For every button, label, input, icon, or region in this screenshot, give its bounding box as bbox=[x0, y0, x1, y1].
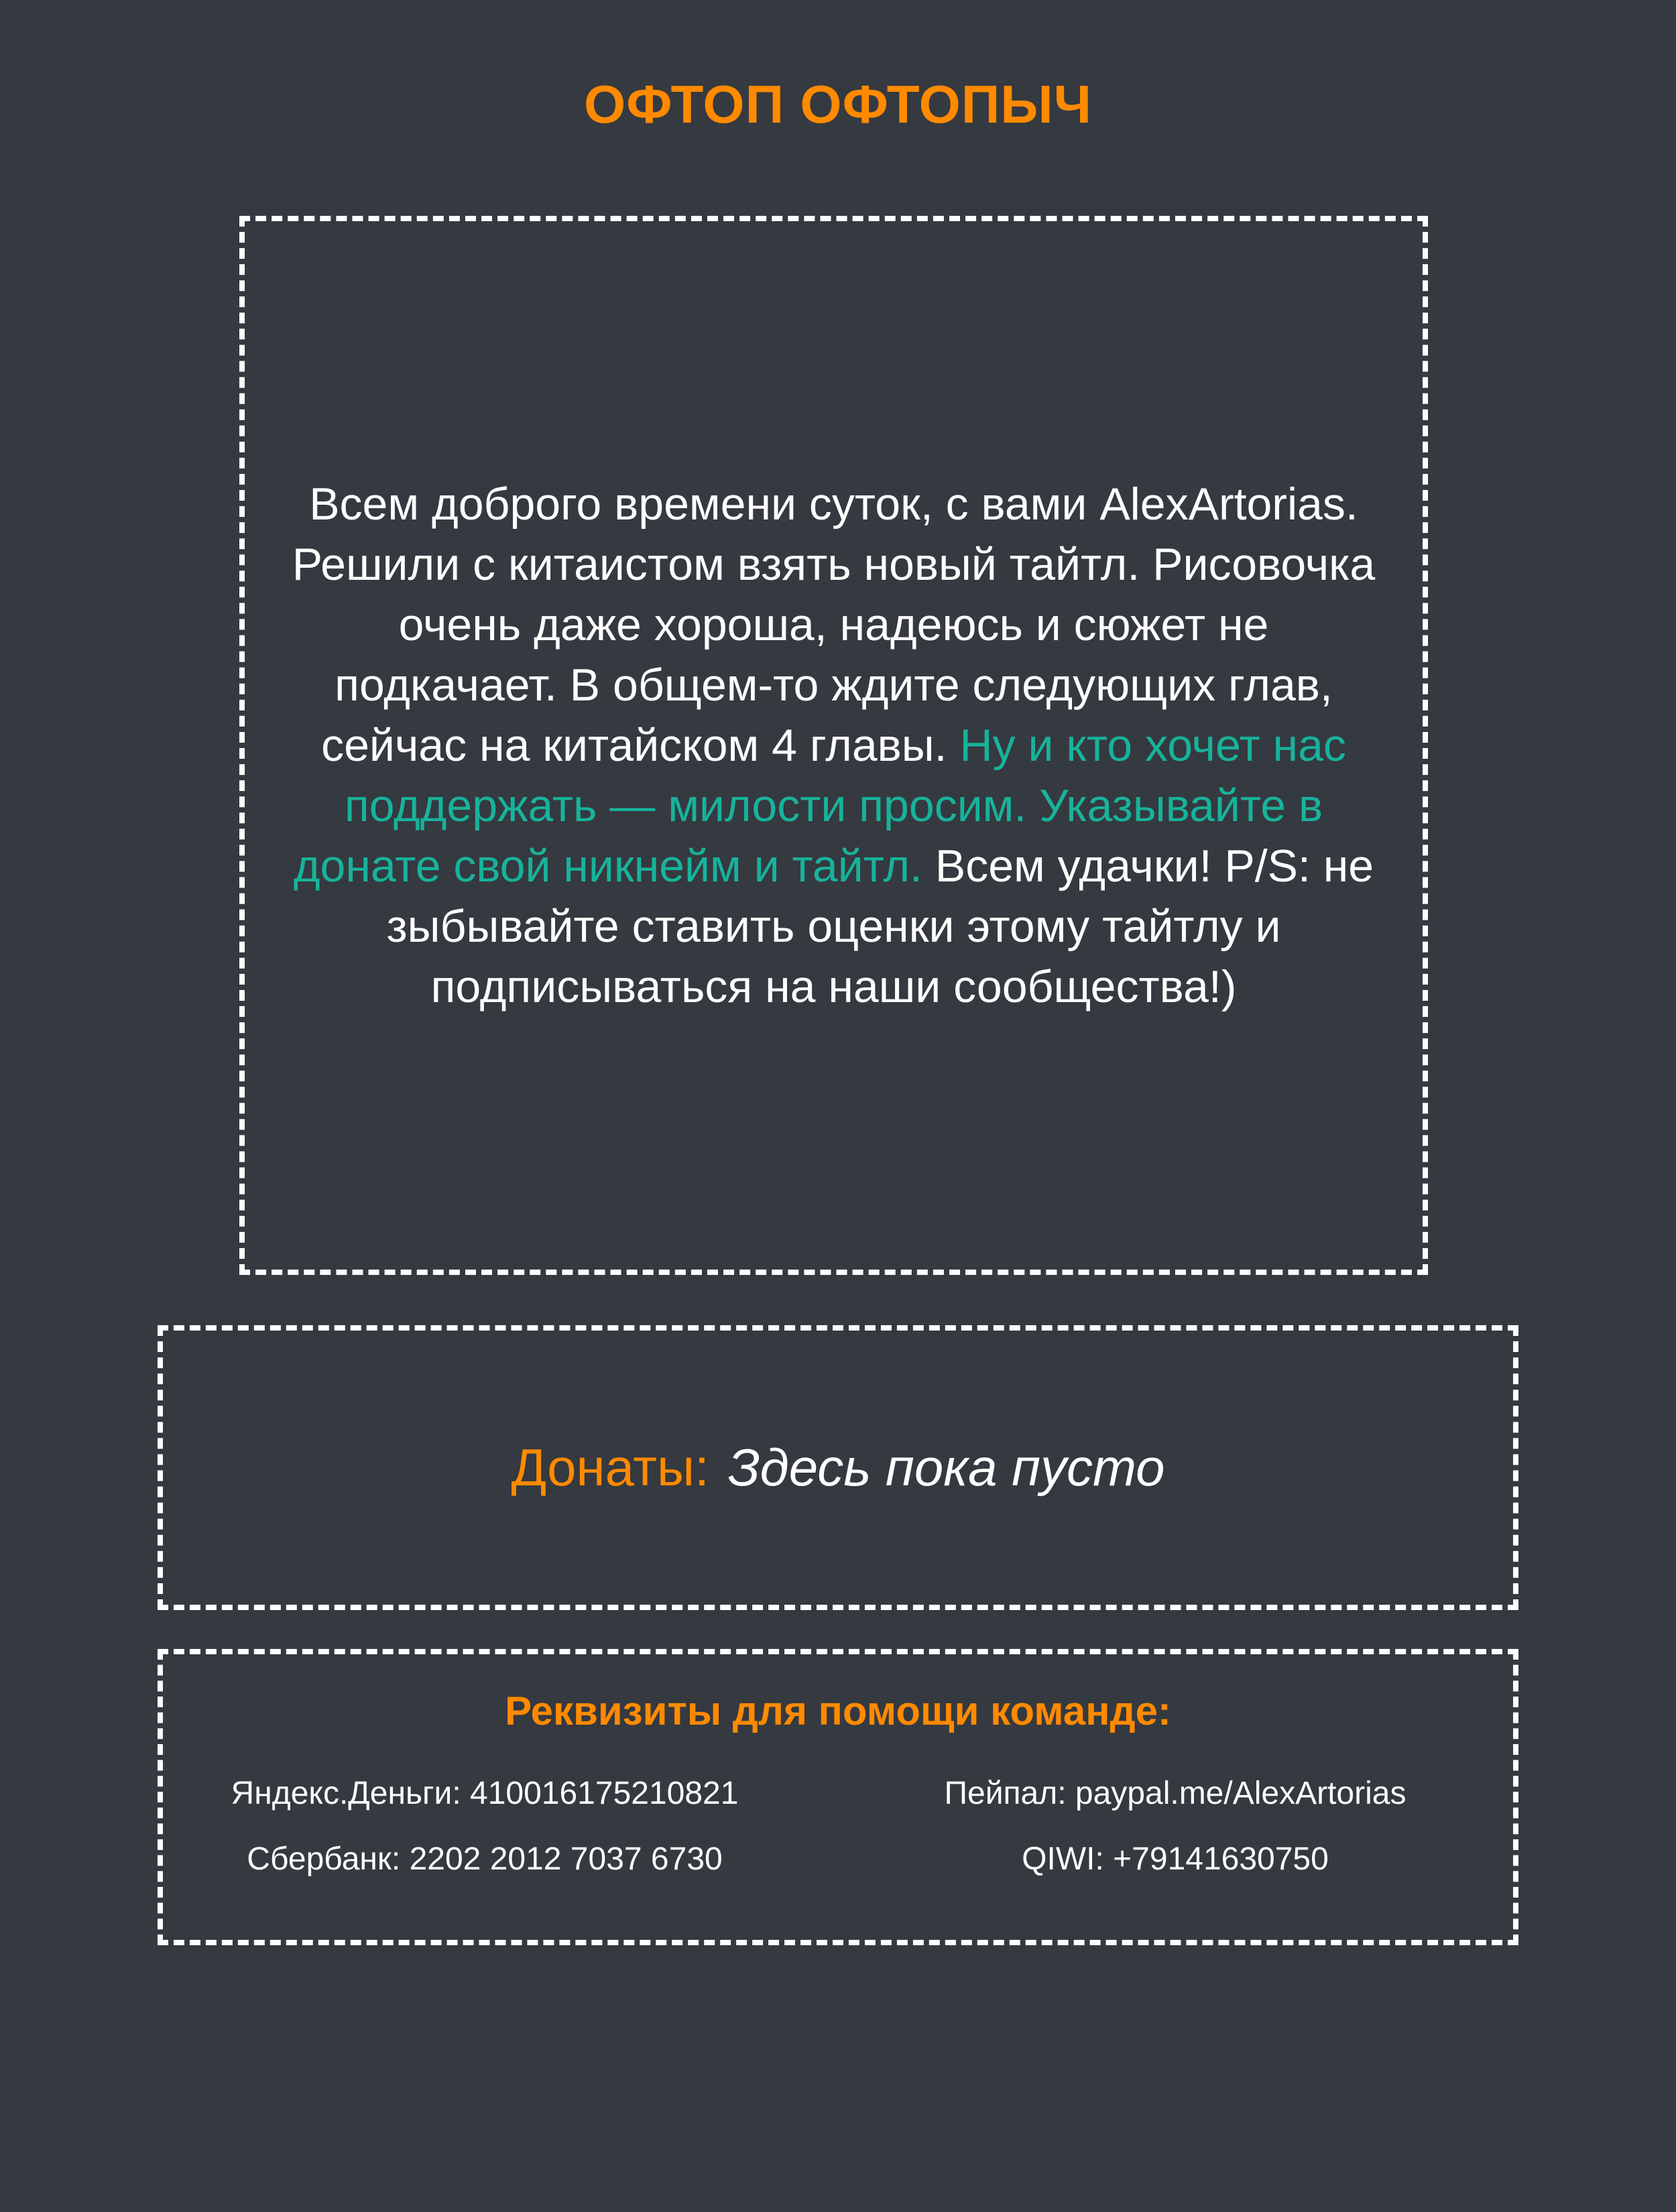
donations-box bbox=[158, 1325, 1518, 1610]
donations-label: Донаты: bbox=[511, 1438, 709, 1497]
requisite-sberbank: Сбербанк: 2202 2012 7037 6730 bbox=[247, 1841, 723, 1877]
page-title: ОФТОП ОФТОПЫЧ bbox=[584, 74, 1092, 134]
announcement-part-3: Всем удачки! P/S: не зыбывайте ставить оценки этому тайтлу и подписываться на наши сообщества!) bbox=[386, 841, 1374, 1012]
requisite-paypal: Пейпал: paypal.me/AlexArtorias bbox=[944, 1776, 1406, 1811]
support-highlight-text: Ну и кто хочет нас поддержать — милости просим. Указывайте в донате свой никнейм и тайтл. bbox=[293, 720, 1346, 892]
announcement-text bbox=[284, 474, 1384, 1017]
requisites-title: Реквизиты для помощи команде: bbox=[505, 1688, 1171, 1733]
requisite-qiwi: QIWI: +79141630750 bbox=[1022, 1841, 1329, 1877]
donations-value: Здесь пока пусто bbox=[727, 1438, 1165, 1497]
announcement-part-1: Всем доброго времени суток, с вами AlexArtorias. Решили с китаистом взять новый тайтл. Рисовочка очень даже хороша, надеюсь и сюжет не подкачает. В общем-то ждите следующих глав, сейчас на китайском 4 главы. bbox=[292, 479, 1376, 771]
requisite-yandex-money: Яндекс.Деньги: 410016175210821 bbox=[231, 1776, 739, 1811]
announcement-box bbox=[239, 216, 1428, 1275]
requisites-box bbox=[158, 1649, 1518, 1945]
